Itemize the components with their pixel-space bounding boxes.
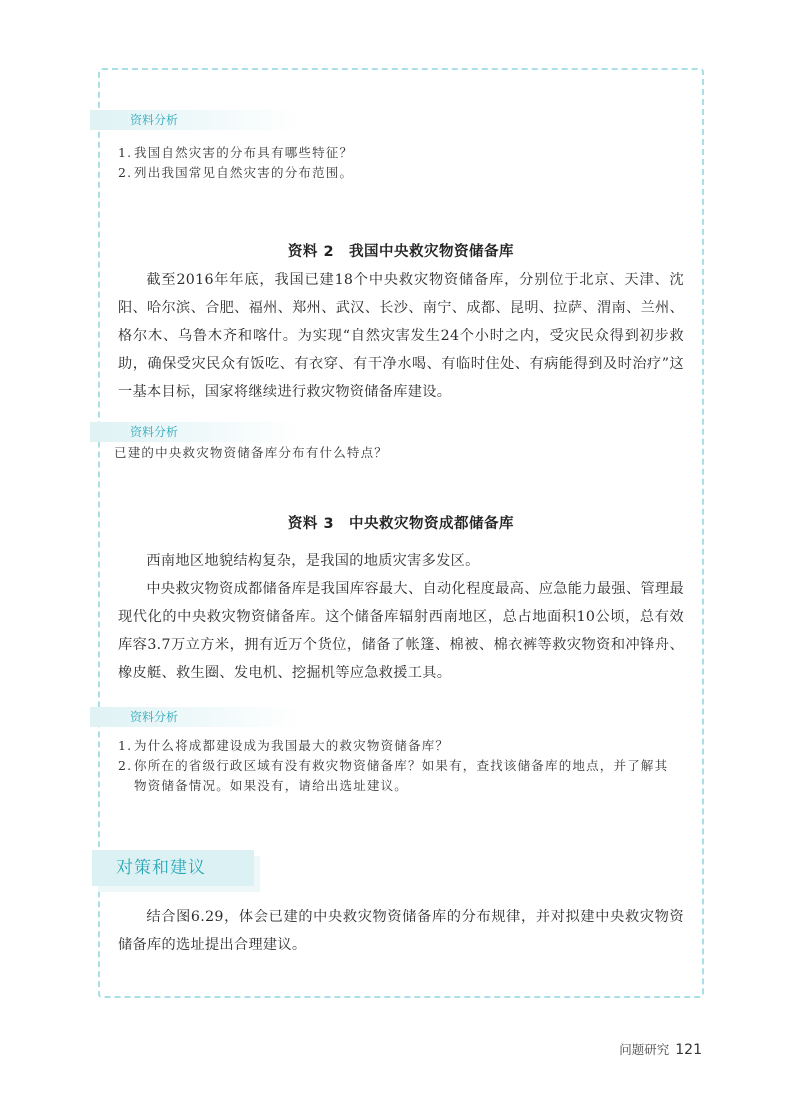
question-number: 1. — [118, 738, 133, 753]
question-text: 我国自然灾害的分布具有哪些特征？ — [134, 145, 354, 160]
question-list — [118, 736, 678, 796]
question-text: 列出我国常见自然灾害的分布范围。 — [134, 165, 354, 180]
question-text: 为什么将成都建设成为我国最大的救灾物资储备库？ — [134, 738, 450, 753]
material-3-title: 资料 3 中央救灾物资成都储备库 — [287, 516, 515, 532]
analysis-tag: 资料分析 — [90, 707, 300, 727]
paragraph: 结合图6.29，体会已建的中央救灾物资储备库的分布规律，并对拟建中央救灾物资储备库的选址提出合理建议。 — [118, 909, 684, 953]
footer-section-name: 问题研究 — [619, 1042, 670, 1057]
question-item — [118, 163, 678, 183]
question-text: 已建的中央救灾物资储备库分布有什么特点？ — [114, 445, 389, 460]
page-number: 121 — [675, 1042, 702, 1058]
question-item — [118, 756, 678, 796]
paragraph: 西南地区地貌结构复杂，是我国的地质灾害多发区。 — [146, 553, 480, 569]
question-number: 2. — [118, 165, 133, 180]
material-3-body — [118, 547, 684, 687]
analysis-tag: 资料分析 — [90, 422, 300, 442]
page-footer — [619, 1040, 702, 1058]
suggestions-body — [118, 903, 684, 959]
question-list — [118, 143, 678, 183]
question-number: 2. — [118, 758, 133, 773]
question-item — [118, 143, 678, 163]
analysis-tag: 资料分析 — [90, 110, 300, 130]
question-text: 你所在的省级行政区域有没有救灾物资储备库？如果有，查找该储备库的地点，并了解其物资储备情况。如果没有，请给出选址建议。 — [134, 758, 669, 793]
question-number: 1. — [118, 145, 133, 160]
paragraph: 中央救灾物资成都储备库是我国库容最大、自动化程度最高、应急能力最强、管理最现代化的中央救灾物资储备库。这个储备库辐射西南地区，总占地面积10公顷，总有效库容3.7万立方米，拥有近万个货位，储备了帐篷、棉被、棉衣裤等救灾物资和冲锋舟、橡皮艇、救生圈、发电机、挖掘机等应急救援工具。 — [118, 581, 684, 681]
paragraph: 截至2016年年底，我国已建18个中央救灾物资储备库，分别位于北京、天津、沈阳、哈尔滨、合肥、福州、郑州、武汉、长沙、南宁、成都、昆明、拉萨、渭南、兰州、格尔木、乌鲁木齐和喀什。为实现“自然灾害发生24个小时之内，受灾民众得到初步救助，确保受灾民众有饭吃、有衣穿、有干净水喝、有临时住处、有病能得到及时治疗”这一基本目标，国家将继续进行救灾物资储备库建设。 — [118, 272, 684, 400]
question-item — [118, 736, 678, 756]
material-2-body — [118, 266, 684, 406]
section-title: 对策和建议 — [116, 858, 206, 878]
material-2-title: 资料 2 我国中央救灾物资储备库 — [287, 244, 515, 260]
